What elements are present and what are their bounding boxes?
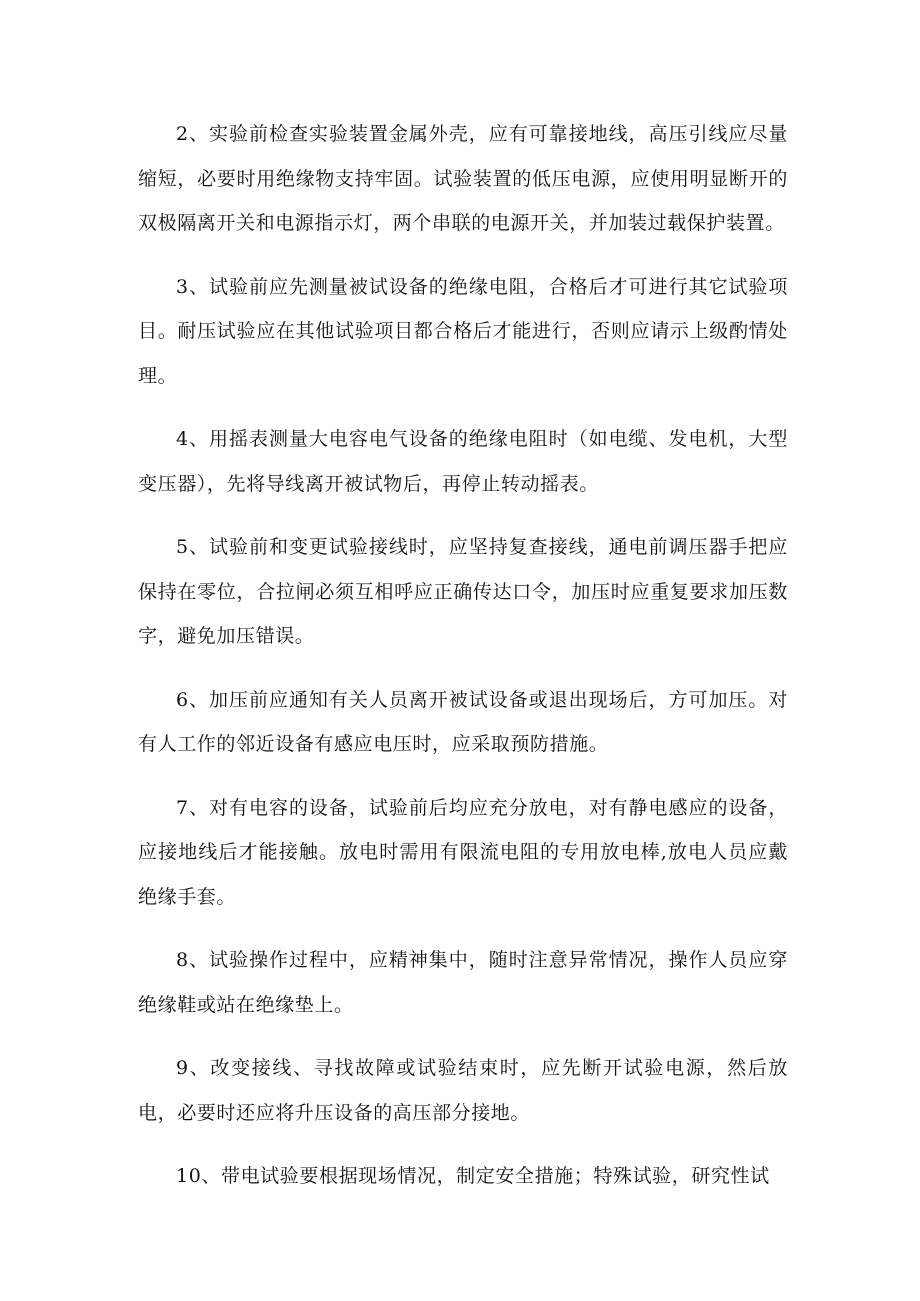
paragraph-item-8: 8、试验操作过程中，应精神集中，随时注意异常情况，操作人员应穿绝缘鞋或站在绝缘垫上。 bbox=[138, 949, 788, 1016]
paragraph-item-7: 7、对有电容的设备，试验前后均应充分放电，对有静电感应的设备，应接地线后才能接触。放电时需用有限流电阻的专用放电棒,放电人员应戴绝缘手套。 bbox=[138, 796, 788, 908]
document-body bbox=[138, 112, 788, 1218]
paragraph-item-2: 2、实验前检查实验装置金属外壳，应有可靠接地线，高压引线应尽量缩短，必要时用绝缘物支持牢固。试验装置的低压电源，应使用明显断开的双极隔离开关和电源指示灯，两个串联的电源开关，并加装过载保护装置。 bbox=[138, 123, 788, 234]
paragraph-item-4: 4、用摇表测量大电容电气设备的绝缘电阻时（如电缆、发电机，大型变压器），先将导线离开被试物后，再停止转动摇表。 bbox=[138, 428, 788, 495]
paragraph-item-6: 6、加压前应通知有关人员离开被试设备或退出现场后，方可加压。对有人工作的邻近设备有感应电压时，应采取预防措施。 bbox=[138, 688, 788, 755]
paragraph-item-3: 3、试验前应先测量被试设备的绝缘电阻，合格后才可进行其它试验项目。耐压试验应在其他试验项目都合格后才能进行，否则应请示上级酌情处理。 bbox=[138, 275, 788, 387]
paragraph-item-5: 5、试验前和变更试验接线时，应坚持复查接线，通电前调压器手把应保持在零位，合拉闸必须互相呼应正确传达口令，加压时应重复要求加压数字，避免加压错误。 bbox=[138, 536, 788, 647]
paragraph-item-10: 10、带电试验要根据现场情况，制定安全措施；特殊试验，研究性试 bbox=[176, 1165, 770, 1187]
paragraph-item-9: 9、改变接线、寻找故障或试验结束时，应先断开试验电源，然后放电，必要时还应将升压设备的高压部分接地。 bbox=[138, 1057, 788, 1124]
